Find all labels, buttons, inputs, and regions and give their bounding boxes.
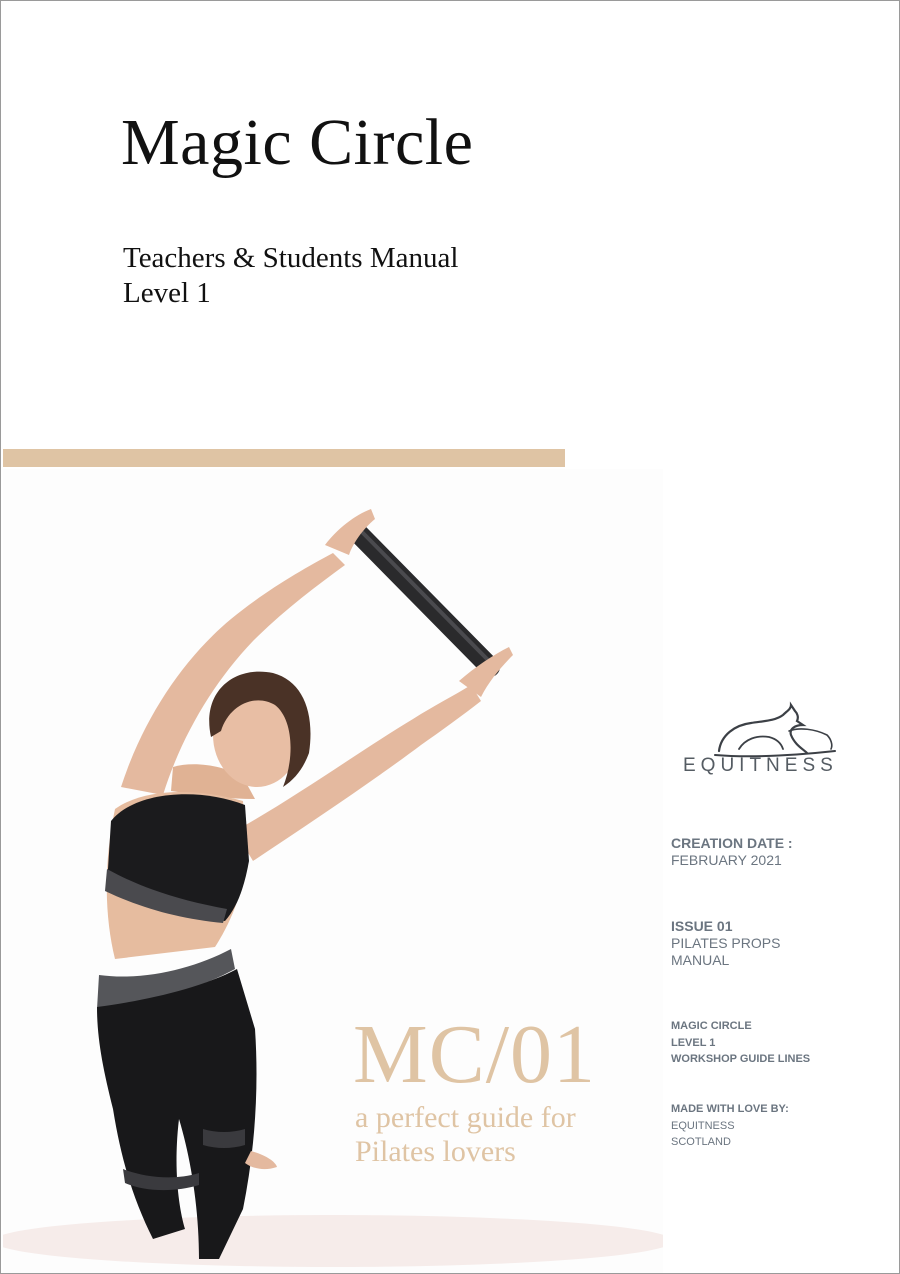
manual-code: MC/01	[353, 1008, 597, 1101]
creation-date-block	[671, 835, 793, 869]
creation-date-label: CREATION DATE :	[671, 835, 793, 851]
workshop-line-1: MAGIC CIRCLE	[671, 1020, 752, 1032]
cover-tagline	[355, 1101, 576, 1169]
issue-line-2: MANUAL	[671, 952, 730, 968]
issue-block	[671, 918, 780, 969]
issue-line-1: PILATES PROPS	[671, 935, 781, 951]
accent-bar	[3, 449, 565, 467]
made-by-line-2: SCOTLAND	[671, 1136, 731, 1148]
cover-title: Magic Circle	[121, 106, 474, 179]
made-by-line-1: EQUITNESS	[671, 1119, 735, 1132]
workshop-line-3: WORKSHOP GUIDE LINES	[671, 1053, 811, 1065]
made-by-block	[671, 1101, 789, 1151]
issue-label: ISSUE 01	[671, 918, 733, 934]
workshop-block	[671, 1018, 810, 1068]
subtitle-line-1: Teachers & Students Manual	[123, 242, 459, 274]
workshop-line-2: LEVEL 1	[671, 1036, 716, 1049]
cover-subtitle	[123, 241, 458, 311]
tagline-line-1: a perfect guide for	[355, 1101, 576, 1134]
brand-wordmark: EQUITNESS	[683, 755, 838, 776]
subtitle-line-2: Level 1	[123, 277, 211, 309]
made-by-label: MADE WITH LOVE BY:	[671, 1103, 789, 1115]
tagline-line-2: Pilates lovers	[355, 1135, 516, 1168]
creation-date-value: FEBRUARY 2021	[671, 852, 782, 868]
